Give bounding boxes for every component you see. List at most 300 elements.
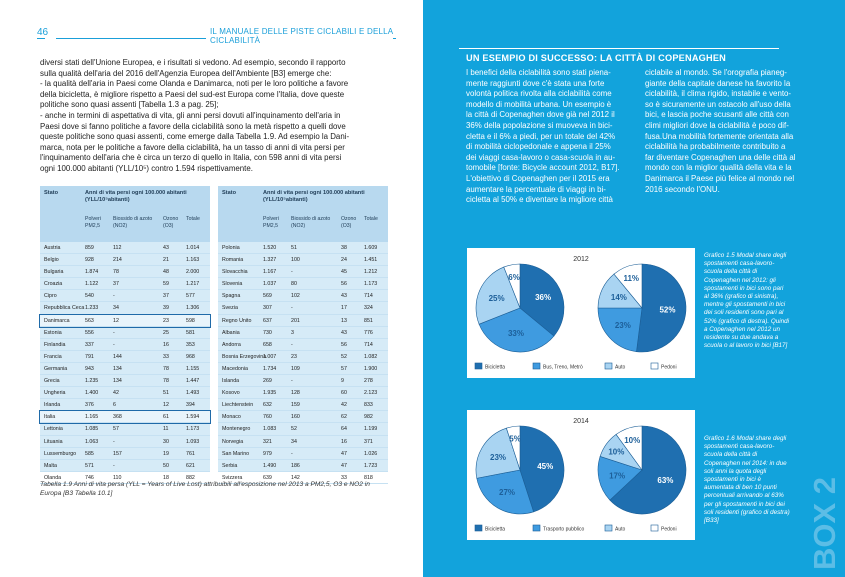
table-cell: 62 (341, 414, 347, 421)
table-row (40, 448, 210, 460)
table-cell: 1.327 (263, 257, 277, 264)
header-rule (393, 38, 396, 39)
chart-2012 (467, 248, 695, 378)
table-cell: 1.451 (364, 257, 378, 264)
table-cell: Lettonia (44, 426, 63, 433)
table-cell: 144 (113, 353, 122, 360)
table-cell: Bosnia Erzegovina (222, 353, 267, 360)
table-cell: Svezia (222, 305, 238, 312)
table-cell: 25 (163, 329, 169, 336)
table-cell: 1.447 (186, 378, 200, 385)
table-cell: 982 (364, 414, 373, 421)
legend-swatch (605, 525, 612, 531)
table-cell: - (291, 450, 293, 457)
table-cell: Belgio (44, 257, 59, 264)
table-row (40, 339, 210, 351)
table-cell: 21 (163, 257, 169, 264)
intro-line: l'inquinamento dell'aria che è circa un terzo di quello in Italia, con 598 anni di vita persi (40, 153, 342, 163)
intro-line: sulla qualità dell'aria del 2016 dell'Agenzia Europea dell'Ambiente [B3] emerge che: (40, 68, 332, 78)
table-cell: Norvegia (222, 438, 244, 445)
table-row (40, 375, 210, 387)
table-row (218, 448, 388, 460)
table-cell: 23 (163, 317, 169, 324)
table-cell: 563 (85, 317, 94, 324)
table-cell: 51 (291, 245, 297, 251)
table-cell: 368 (113, 414, 122, 421)
table-cell: 571 (85, 462, 94, 469)
table-cell: 1.163 (186, 257, 200, 264)
table-cell: 52 (341, 353, 347, 360)
table-cell: - (113, 329, 115, 336)
legend-label: Bicicletta (485, 364, 506, 371)
table-cell: 833 (364, 402, 373, 409)
table-cell: 60 (341, 390, 347, 397)
pie-label: 14% (610, 293, 627, 303)
table-cell: 1.082 (364, 353, 378, 360)
table-cell: 598 (186, 317, 195, 324)
box-line: giante della capitale danese ha favorito la (645, 78, 791, 88)
legend-label: Pedoni (661, 364, 677, 371)
table-cell: 38 (341, 245, 347, 251)
table-cell: - (113, 341, 115, 348)
table-rows (40, 242, 210, 484)
pie-label: 6% (508, 272, 520, 282)
table-cell: 1.490 (263, 462, 277, 469)
table-cell: 61 (163, 414, 169, 421)
table-cell: 1.037 (263, 281, 277, 288)
table-cell: 56 (341, 341, 347, 348)
table-cell: 1.734 (263, 365, 277, 372)
table-cell: 37 (163, 293, 169, 300)
table-cell: 112 (113, 245, 122, 251)
chart-2014-caption: Grafico 1.6 Modal share degli spostamenti casa-lavoro-scuola della città di Copenaghen nel 2014: in due soli anni la quota degli spostamenti in bici è aumentata di ben 10 punti percentuali arrivando al 63% per gli spostamenti in bici dei soli residenti (grafico di destra) [B33] (704, 435, 790, 525)
table-cell: 57 (341, 365, 347, 372)
table-row (218, 302, 388, 314)
table-cell: 714 (364, 293, 373, 300)
table-cell: 30 (163, 438, 169, 445)
table-row (218, 254, 388, 266)
box-label (807, 402, 842, 572)
table-cell: Slovenia (222, 281, 243, 288)
box-text-col1 (466, 68, 644, 206)
box-line: aumentare la percentuale di viaggi in bi- (466, 184, 606, 194)
table-cell: 1.217 (186, 281, 200, 288)
box-line: ciclabilità, il clima rigido, instabile e vento- (645, 89, 792, 99)
table-cell: 23 (291, 353, 297, 360)
table-cell: 585 (85, 450, 94, 457)
table-cell: Albania (222, 329, 240, 336)
table-cell: 42 (341, 402, 347, 409)
table-row (218, 375, 388, 387)
chart-2012-caption: Grafico 1.5 Modal share degli spostamenti casa-lavoro-scuola della città di Copenaghen nel 2012: gli spostamenti in bici sono pari al 36% (grafico di sinistra), mentre gli spostamenti in bici dei soli residenti sono pari al 52% (grafico di destra). Quindi a Copenaghen nel 2012 un residente su due andava a scuola o al lavoro in bici [B17] (704, 252, 790, 350)
table-cell: Finlandia (44, 341, 66, 348)
table-cell: 1.493 (186, 390, 200, 397)
table-cell: 581 (186, 329, 195, 336)
table-cell: Grecia (44, 378, 60, 385)
table-cell: San Marino (222, 450, 250, 457)
table-cell: 17 (341, 305, 347, 312)
table-cell: 56 (341, 281, 347, 288)
table-row (218, 278, 388, 290)
box-line: climi migliori dove la ciclabilità è poco dif- (645, 120, 789, 130)
table-cell: 43 (341, 329, 347, 336)
table-cell: 1.173 (364, 281, 378, 288)
box-line: Danimarca il Paese più felice al mondo nel (645, 173, 795, 183)
table-cell: 776 (364, 329, 373, 336)
intro-line: - anche in termini di aspettativa di vita, gli anni persi dovuti all'inquinamento dell'aria in (40, 110, 341, 120)
table-row (218, 411, 388, 423)
pie-label: 63% (657, 476, 674, 486)
table-cell: Repubblica Ceca (44, 305, 85, 312)
table-cell: Croazia (44, 281, 63, 288)
intro-line: - la qualità dell'aria in Paesi come Olanda e Danimarca, noti per le loro politiche a favore (40, 79, 349, 89)
table-cell: 577 (186, 293, 195, 300)
table-cell: 48 (163, 269, 169, 276)
pie-label: 23% (614, 320, 631, 330)
box-line: tomobile [fonte: Bicycle account 2012, B17]. (466, 163, 620, 173)
box-line: dei viaggi casa-lavoro o casa-scuola in au- (466, 152, 616, 162)
table-cell: 979 (263, 450, 272, 457)
intro-line: diversi stati dell'Unione Europea, e i risultati si vedono. Ad esempio, secondo il rapporto (40, 58, 346, 67)
table-row (40, 327, 210, 339)
table-cell: Andorra (222, 341, 241, 348)
box-line: L'obiettivo di Copenaghen per il 2015 era (466, 173, 610, 183)
table-cell: 3 (291, 329, 294, 336)
table-cell: 12 (163, 402, 169, 409)
box-line: mente raggiunti dove c'è stata una forte (466, 78, 605, 88)
table-row (40, 460, 210, 472)
box-line: di mobilità ciclopedonale e appena il 25% (466, 142, 611, 152)
table-cell: 1.520 (263, 245, 277, 251)
legend-label: Auto (615, 526, 626, 533)
table-row (218, 339, 388, 351)
table-cell: 278 (364, 378, 373, 385)
table-cell: Liechtenstein (222, 402, 254, 409)
legend-swatch (475, 525, 482, 531)
chart-title: 2012 (573, 256, 589, 263)
table-cell: 269 (263, 378, 272, 385)
legend-label: Pedoni (661, 526, 677, 533)
box-line: ciclabilità ha probabilmente contribuito a (645, 142, 786, 152)
table-cell: 64 (341, 426, 347, 433)
pie-label: 10% (624, 435, 641, 445)
table-row (218, 363, 388, 375)
box-line: modello di mobilità urbana. Un esempio è (466, 99, 612, 109)
table-cell: 859 (85, 245, 94, 251)
table-cell: 110 (113, 474, 122, 481)
table-cell: 16 (163, 341, 169, 348)
table-row (40, 278, 210, 290)
box-line: bici, e lascia poche scusanti alle città con (645, 110, 789, 120)
table-cell: 1.173 (186, 426, 200, 433)
table-cell: 1.235 (85, 378, 99, 385)
table-cell: 157 (113, 450, 122, 457)
table-cell: 34 (291, 438, 297, 445)
table-cell: 159 (291, 402, 300, 409)
table-cell: 337 (85, 341, 94, 348)
table-cell: Islanda (222, 378, 240, 385)
table-cell: Austria (44, 245, 61, 251)
table-cell: 307 (263, 305, 272, 312)
pie-label: 11% (623, 274, 640, 284)
legend-label: Bus, Treno, Metrò (543, 364, 583, 371)
intro-line: marca, nota per le politiche a favore della ciclabilità, ha un tasso di anni di vita persi per (40, 142, 345, 152)
header-rule (37, 38, 45, 39)
col-ozono: Ozono (O3) (341, 216, 357, 229)
table-cell: 24 (341, 257, 347, 264)
table-cell: 658 (263, 341, 272, 348)
table-row (218, 460, 388, 472)
table-cell: 321 (263, 438, 272, 445)
box-line: fusa.Una mobilità fortemente orientata alla (645, 131, 794, 141)
table-cell: Slovacchia (222, 269, 248, 276)
yll-table-right (218, 186, 388, 481)
table-cell: 1.083 (263, 426, 277, 433)
table-cell: Romania (222, 257, 244, 264)
table-cell: Svizzera (222, 474, 243, 481)
pie-label: 5% (509, 434, 521, 444)
table-cell: 1.165 (85, 414, 99, 421)
legend-swatch (651, 525, 658, 531)
intro-line: queste politiche sono quasi assenti, come emerge dalla Tabella 1.9. Ad esempio la Dani- (40, 132, 350, 142)
table-cell: 78 (163, 365, 169, 372)
table-cell: 1.594 (186, 414, 200, 421)
table-cell: Estonia (44, 329, 62, 336)
box-line: so è sicuramente un ostacolo all'uso della (645, 99, 791, 109)
col-ozono: Ozono (O3) (163, 216, 179, 229)
intro-line: della bicicletta, è migliore rispetto a Paesi del sud-est Europa come l'Italia, dove queste (40, 89, 345, 99)
table-cell: 746 (85, 474, 94, 481)
col-polveri: Polveri PM2,5 (85, 216, 101, 229)
box-line: la città di Copenaghen dove già nel 2012 il (466, 110, 615, 120)
table-cell: 1.609 (364, 245, 378, 251)
table-row (40, 254, 210, 266)
col-stato: Stato (222, 190, 236, 196)
table-cell: 1.014 (186, 245, 200, 251)
table-cell: 324 (364, 305, 373, 312)
table-row (40, 351, 210, 363)
running-head: IL MANUALE DELLE PISTE CICLABILI E DELLA CICLABILITÀ (210, 27, 393, 45)
table-cell: Polonia (222, 245, 240, 251)
box-line: 36% della popolazione si muoveva in bici- (466, 120, 613, 130)
table-cell: 78 (163, 378, 169, 385)
table-cell: 201 (291, 317, 300, 324)
table-cell: 1.026 (364, 450, 378, 457)
table-cell: 1.085 (85, 426, 99, 433)
table-cell: 214 (113, 257, 122, 264)
table-cell: 186 (291, 462, 300, 469)
box-line: I benefici della ciclabilità sono stati piena- (466, 68, 611, 77)
table-cell: 714 (364, 341, 373, 348)
table-cell: 1.199 (364, 426, 378, 433)
table-cell: Italia (44, 414, 56, 421)
table-cell: 12 (113, 317, 119, 324)
table-row (218, 266, 388, 278)
box-line: cicletta al 50% e diventare la migliore città (466, 195, 613, 205)
legend-swatch (605, 363, 612, 369)
intro-line: Paesi dove si fanno politiche a favore della ciclabilità sono la metà rispetto a quelli dove (40, 121, 346, 131)
pie-label: 45% (537, 462, 554, 472)
table-cell: 1.900 (364, 365, 378, 372)
pie-label: 10% (608, 447, 625, 457)
table-cell: 18 (163, 474, 169, 481)
table-cell: 569 (263, 293, 272, 300)
col-biossido: Biossido di azoto (NO2) (113, 216, 153, 229)
box-label-svg (807, 402, 842, 572)
table-cell: 78 (113, 269, 119, 276)
box-title: UN ESEMPIO DI SUCCESSO: LA CITTÀ DI COPENAGHEN (466, 53, 727, 63)
table-cell: 134 (113, 378, 122, 385)
table-row (218, 351, 388, 363)
table-cell: 1.874 (85, 269, 99, 276)
col-anni: Anni di vita persi ogni 100.000 abitanti (YLL/10⁵abitanti) (85, 190, 187, 203)
table-cell: 637 (263, 317, 272, 324)
table-cell: 33 (163, 353, 169, 360)
col-biossido: Biossido di azoto (NO2) (291, 216, 331, 229)
intro-text (40, 58, 386, 175)
table-cell: - (291, 305, 293, 312)
table-cell: 540 (85, 293, 94, 300)
table-row (218, 327, 388, 339)
table-cell: 730 (263, 329, 272, 336)
table-cell: 39 (163, 305, 169, 312)
table-cell: 376 (85, 402, 94, 409)
table-row (218, 436, 388, 448)
table-row (40, 423, 210, 435)
table-cell: - (113, 293, 115, 300)
table-row (40, 315, 210, 327)
table-cell: 11 (163, 426, 169, 433)
table-cell: 51 (163, 390, 169, 397)
table-cell: 109 (291, 365, 300, 372)
table-cell: - (291, 378, 293, 385)
box-line: ciclabile al mondo. Se l'orografia pianeg- (645, 68, 787, 77)
right-page (423, 0, 845, 577)
table-cell: 100 (291, 257, 300, 264)
table-caption: Tabella 1.9 Anni di vita persa (YLL = Years of Live Lost) attribuibili all'esposizione nel 2013 a PM2,5, O3 e NO2 in Europa [B3 Tabella 10.1] (40, 481, 370, 497)
table-row (40, 399, 210, 411)
pie-label: 52% (659, 305, 676, 315)
table-cell: 37 (113, 281, 119, 288)
table-row (218, 315, 388, 327)
table-cell: 928 (85, 257, 94, 264)
table-cell: 556 (85, 329, 94, 336)
table-cell: 43 (341, 293, 347, 300)
table-cell: 34 (113, 305, 119, 312)
table-cell: 16 (341, 438, 347, 445)
legend-swatch (533, 525, 540, 531)
pie-label: 36% (535, 293, 552, 303)
table-cell: 2.000 (186, 269, 200, 276)
table-cell: - (291, 341, 293, 348)
table-cell: Malta (44, 462, 57, 469)
table-cell: 761 (186, 450, 195, 457)
table-cell: Irlanda (44, 402, 61, 409)
table-cell: Germania (44, 365, 68, 372)
table-cell: 1.063 (85, 438, 99, 445)
table-cell: 142 (291, 474, 300, 481)
table-cell: 1.007 (263, 353, 277, 360)
table-cell: 6 (113, 402, 116, 409)
table-cell: 791 (85, 353, 94, 360)
box-text-col2 (645, 68, 821, 195)
table-cell: 33 (341, 474, 347, 481)
table-cell: 968 (186, 353, 195, 360)
table-cell: 1.233 (85, 305, 99, 312)
box-rule (459, 48, 779, 49)
table-cell: Danimarca (44, 317, 70, 324)
table-cell: - (291, 269, 293, 276)
col-totale: Totale (364, 216, 378, 222)
table-cell: 760 (263, 414, 272, 421)
table-cell: 43 (163, 245, 169, 251)
table-row (218, 387, 388, 399)
chart-2012-svg (467, 248, 695, 378)
table-cell: 1.935 (263, 390, 277, 397)
box-line: 2016 secondo l'ONU. (645, 184, 720, 194)
legend-swatch (475, 363, 482, 369)
table-cell: 57 (113, 426, 119, 433)
table-cell: 59 (163, 281, 169, 288)
chart-2014 (467, 410, 695, 540)
table-row (40, 242, 210, 254)
table-cell: Lussemburgo (44, 450, 77, 457)
table-row (40, 266, 210, 278)
table-cell: 19 (163, 450, 169, 457)
chart-title: 2014 (573, 418, 589, 425)
table-cell: 632 (263, 402, 272, 409)
pie-label: 25% (488, 293, 505, 303)
legend-swatch (651, 363, 658, 369)
table-cell: Lituania (44, 438, 63, 445)
col-anni: Anni di vita persi ogni 100.000 abitanti (YLL/10⁵abitanti) (263, 190, 365, 203)
table-cell: 639 (263, 474, 272, 481)
table-cell: Montenegro (222, 426, 251, 433)
table-row (40, 363, 210, 375)
pie-label: 23% (490, 453, 507, 463)
table-cell: 80 (291, 281, 297, 288)
table-cell: 818 (364, 474, 373, 481)
table-cell: 882 (186, 474, 195, 481)
table-row (40, 387, 210, 399)
table-cell: 1.400 (85, 390, 99, 397)
table-row (218, 423, 388, 435)
legend-label: Auto (615, 364, 626, 371)
page-number: 46 (37, 27, 49, 38)
pie-label: 33% (507, 329, 525, 339)
table-cell: Ungheria (44, 390, 66, 397)
table-cell: 353 (186, 341, 195, 348)
table-cell: 1.155 (186, 365, 200, 372)
table-cell: Olanda (44, 474, 62, 481)
table-cell: Serbia (222, 462, 238, 469)
col-totale: Totale (186, 216, 200, 222)
table-row (218, 399, 388, 411)
table-cell: 1.306 (186, 305, 200, 312)
col-polveri: Polveri PM2,5 (263, 216, 279, 229)
legend-label: Trasporto pubblico (543, 526, 585, 533)
table-row (40, 302, 210, 314)
table-cell: 102 (291, 293, 300, 300)
pie-label: 17% (609, 471, 626, 481)
table-row (218, 290, 388, 302)
table-row (40, 411, 210, 423)
table-cell: 1.167 (263, 269, 277, 276)
table-cell: Cipro (44, 293, 57, 300)
pie-label: 27% (499, 487, 516, 497)
table-cell: Francia (44, 353, 62, 360)
table-cell: 621 (186, 462, 195, 469)
